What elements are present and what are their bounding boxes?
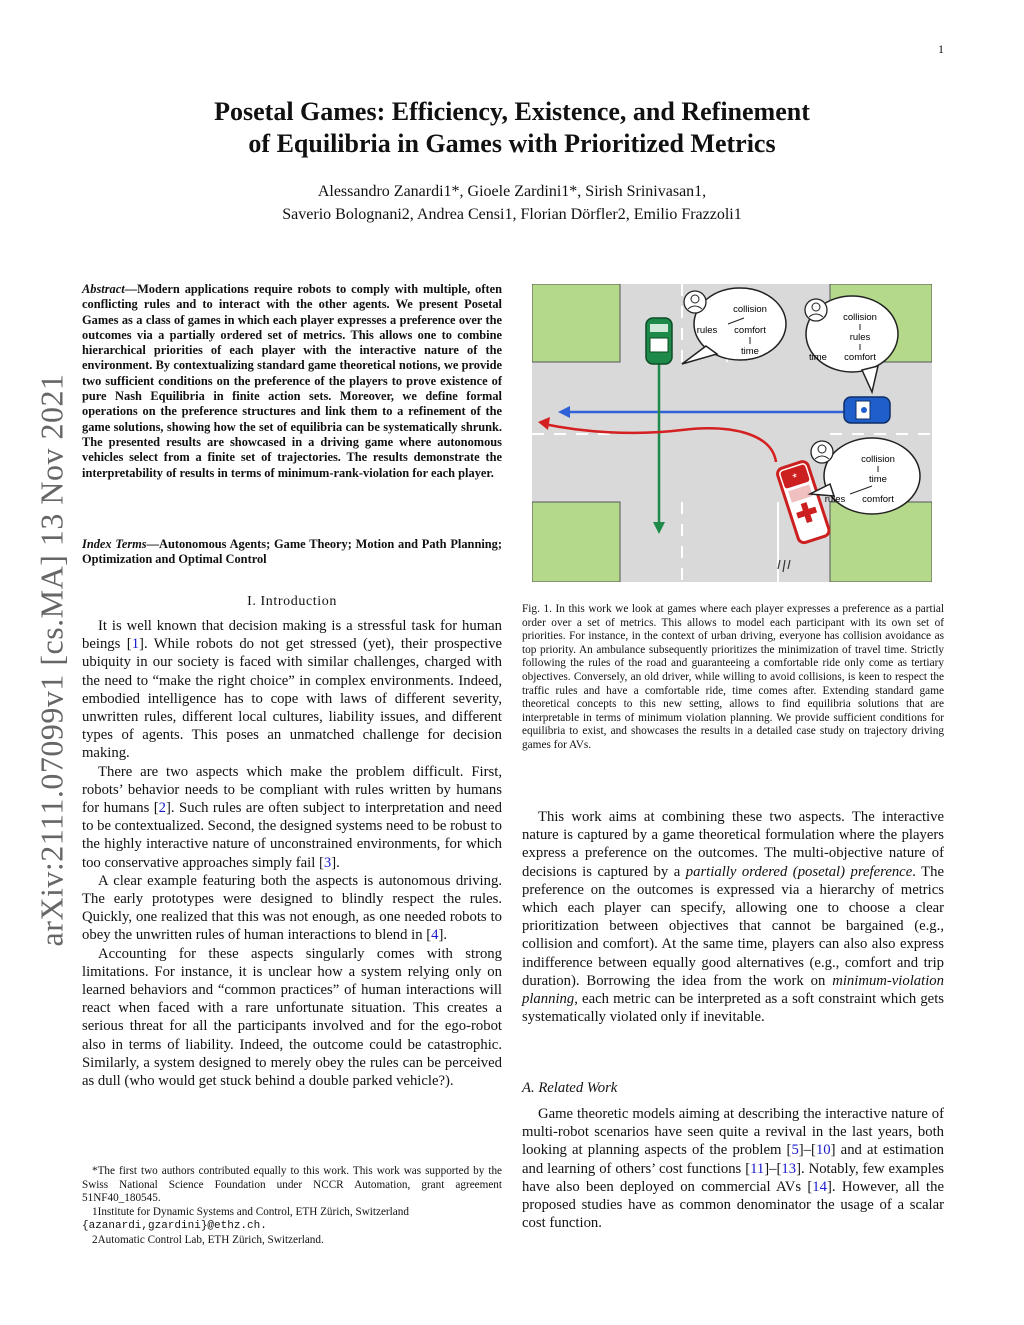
bubble2-collision: collision <box>843 312 877 323</box>
citation-link[interactable]: 5 <box>791 1142 799 1159</box>
index-terms <box>82 537 502 568</box>
authors-line-1: Alessandro Zanardi1*, Gioele Zardini1*, Sirish Srinivasan1, <box>317 183 707 200</box>
intro-paragraph-1: It is well known that decision making is a stressful task for human beings [1]. While robots do not get stressed (yet), their prospective ubiquity in our society is faced with similar challenges, charged with the need to “make the right choice” in complex environments. Indeed, embodied intelligence has to cope with laws of different severity, unwritten rules, different local cultures, liability issues, and different types of agents. This poses an unmatched challenge for decision making. <box>82 618 502 762</box>
footnotes <box>82 1165 502 1248</box>
bubble1-rules: rules <box>696 325 718 336</box>
grass-bottom-left <box>532 502 620 582</box>
introduction-body <box>82 617 502 1090</box>
bubble2-time: time <box>809 352 827 363</box>
figure-caption: Fig. 1. In this work we look at games where each player expresses a preference as a partial order over a set of metrics. This allows to model each participant with its own set of priorities. For instance, in the context of urban driving, everyone has collision avoidance as top priority. An ambulance subsequently prioritizes the minimization of travel time. Strictly following the rules of the road and guaranteeing a comfortable ride only come as tertiary objectives. Conversely, an old driver, while willing to avoid collisions, is keen to respect the traffic rules and have a comfortable ride, time comes after. Extending standard game theoretical concepts to this new setting, allows to find equilibria solutions that are interpretable in terms of minimum violation planning. We provide sufficient conditions for equilibria to exist, and showcases the results in a detailed case study on trajectory driving games for AVs. <box>522 603 944 751</box>
figure-1 <box>532 284 932 582</box>
abstract-text: —Modern applications require robots to comply with multiple, often conflicting rules and to interact with the other agents. We present Posetal Games as a class of games in which each player expresses a preference over the outcomes via a partially ordered set of metrics. This allows one to combine hierarchical priorities of each player with the interactive nature of the environment. By contextualizing standard game theoretical notions, we provide two sufficient conditions on the preference of the players to prove existence of pure Nash Equilibria in finite action sets. Moreover, we define formal operations on the preference structures and link them to a refinement of the game solutions, showing how the set of equilibria can be systematically shrunk. The presented results are showcased in a driving game where autonomous vehicles select from a finite set of trajectories. The results demonstrate the interpretability of results in terms of minimum-rank-violation for each player. <box>82 282 502 480</box>
footnote-affiliation-2: 2Automatic Control Lab, ETH Zürich, Switzerland. <box>92 1233 324 1246</box>
citation-link[interactable]: 10 <box>815 1142 831 1159</box>
authors-line-2: Saverio Bolognani2, Andrea Censi1, Florian Dörfler2, Emilio Frazzoli1 <box>282 206 742 223</box>
elderly-driver-icon <box>805 299 827 321</box>
related-work-heading: A. Related Work <box>522 1080 618 1096</box>
title-line-2: of Equilibria in Games with Prioritized Metrics <box>248 129 776 158</box>
bubble3-comfort: comfort <box>862 494 894 505</box>
paper-title <box>130 96 894 160</box>
bubble3-rules: rules <box>824 494 846 505</box>
abstract-label: Abstract <box>82 282 125 296</box>
index-terms-text: —Autonomous Agents; Game Theory; Motion and Path Planning; Optimization and Optimal Control <box>82 537 502 567</box>
bubble1-collision: collision <box>733 304 767 315</box>
introduction-heading: I. Introduction <box>247 594 337 609</box>
page-number: 1 <box>938 42 944 56</box>
related-paragraph-1: Game theoretic models aiming at describing the interactive nature of multi-robot scenarios have seen quite a revival in the last years, both looking at planning aspects of the problem [5]–[10] and at estimation and learning of others’ cost functions [11]–[13]. Notably, few examples have also been deployed on commercial AVs [14]. However, all the proposed studies have as common denominator the usage of a scalar cost function. <box>522 1106 944 1232</box>
intro-paragraph-2: There are two aspects which make the problem difficult. First, robots’ behavior needs to be compliant with rules written by humans for humans [2]. Such rules are often subject to interpretation and need to be contextualized. Second, the designed systems need to be robust to the highly interactive nature of unconstrained environments, for which too conservative approaches simply fail [3]. <box>82 763 502 871</box>
author-list <box>130 180 894 226</box>
index-terms-label: Index Terms <box>82 537 147 551</box>
abstract <box>82 282 502 481</box>
speech-bubble-ambulance <box>810 438 920 514</box>
related-work-body <box>522 1105 944 1232</box>
bubble1-time: time <box>741 346 759 357</box>
intro-paragraph-4: Accounting for these aspects singularly comes with strong limitations. For instance, it is unclear how a system relying only on learned behaviors and “common practices” of human interactions will react when faced with a rare unfortunate situation. This creates a serious threat for all the participants involved and for the ego-robot also in terms of liability. Indeed, the outcome could be catastrophic. Similarly, a system designed to merely obey the rules can be perceived as dull (who would get stuck behind a double parked vehicle?). <box>82 945 502 1090</box>
citation-link[interactable]: 13 <box>781 1160 797 1177</box>
paramedic-icon <box>811 441 833 463</box>
svg-text:*: * <box>790 470 800 485</box>
intersection-illustration <box>532 284 932 582</box>
bubble3-collision: collision <box>861 454 895 465</box>
grass-top-left <box>532 284 620 362</box>
right-paragraph-1: This work aims at combining these two aspects. The interactive nature is captured by a game theoretical formulation where the players express a preference on the outcomes. The multi-objective nature of decisions is captured by a partially ordered (posetal) preference. The preference on the outcomes is expressed via a hierarchy of metrics which each player can specify, allowing one to choose a clear prioritization between objectives that cannot be bargained (e.g., collision and comfort). At the same time, players can also also express indifference between equally good alternatives (e.g., comfort and trip duration). Borrowing the idea from the work on minimum-violation planning, each metric can be interpreted as a soft constraint which gets systematically violated only if inevitable. <box>522 809 944 1026</box>
blue-car <box>844 397 890 423</box>
bubble3-time: time <box>869 474 887 485</box>
bubble2-rules: rules <box>849 332 871 343</box>
citation-link[interactable]: 3 <box>323 854 332 871</box>
driver-avatar-icon <box>684 291 706 313</box>
citation-link[interactable]: 1 <box>131 636 140 653</box>
footnote-email: {azanardi,gzardini}@ethz.ch. <box>82 1220 267 1233</box>
right-column-body <box>522 808 944 1026</box>
footnote-affiliation-1: 1Institute for Dynamic Systems and Control, ETH Zürich, Switzerland {azanardi,gzardini}@ethz.ch. <box>82 1205 409 1233</box>
citation-link[interactable]: 2 <box>158 800 167 817</box>
citation-link[interactable]: 4 <box>431 927 439 944</box>
bubble1-comfort: comfort <box>734 325 766 336</box>
title-line-1: Posetal Games: Efficiency, Existence, and Refinement <box>214 97 810 126</box>
intro-paragraph-3: A clear example featuring both the aspects is autonomous driving. The early prototypes were designed to blindly respect the rules. Quickly, one realized that this was not enough, as one needed robots to obey the unwritten rules of human interactions to blend in [4]. <box>82 872 502 944</box>
green-car <box>646 318 672 364</box>
arxiv-stamp: arXiv:2111.07099v1 [cs.MA] 13 Nov 2021 <box>33 373 70 947</box>
bubble2-comfort: comfort <box>844 352 876 363</box>
citation-link[interactable]: 14 <box>812 1178 827 1195</box>
footnote-equal-contribution: *The first two authors contributed equally to this work. This work was supported by the Swiss National Science Foundation under NCCR Automation, grant agreement 51NF40_180545. <box>82 1165 502 1205</box>
citation-link[interactable]: 11 <box>750 1160 765 1177</box>
